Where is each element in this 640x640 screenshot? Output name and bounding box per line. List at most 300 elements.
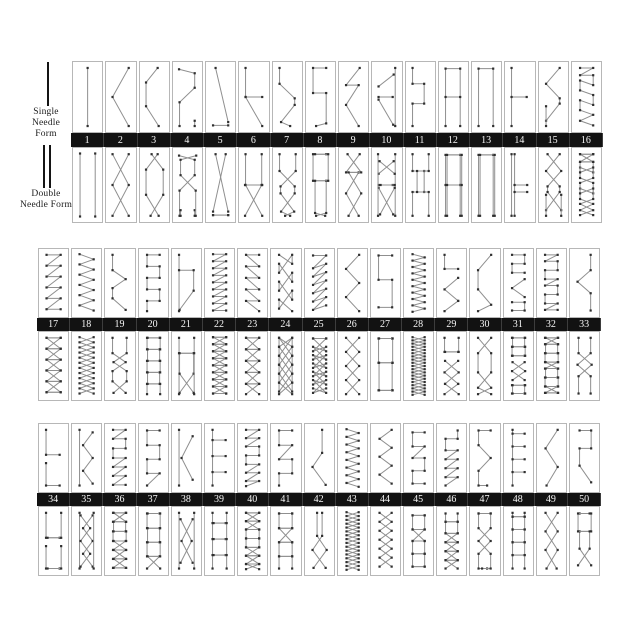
single-form-cell-45 (403, 423, 434, 493)
pattern-number-cell-26 (336, 318, 369, 331)
pattern-number-cell-18 (70, 318, 103, 331)
pattern-column-46 (435, 423, 468, 576)
pattern-number-cell-9 (337, 133, 370, 147)
double-form-cell-34 (38, 506, 69, 576)
stitch-pattern (39, 249, 68, 317)
stitch-pattern (504, 424, 533, 492)
pattern-number: 49 (545, 494, 556, 505)
pattern-number: 19 (114, 319, 125, 330)
stitch-pattern (572, 62, 601, 132)
single-form-cell-18 (71, 248, 102, 318)
pattern-number-cell-20 (137, 318, 170, 331)
double-form-cell-42 (304, 506, 335, 576)
pattern-number-cell-16 (570, 133, 603, 147)
pattern-column-26 (336, 248, 369, 401)
stitch-pattern (73, 148, 102, 222)
single-form-cell-27 (370, 248, 401, 318)
double-form-cell-16 (571, 147, 602, 223)
single-form-cell-49 (536, 423, 567, 493)
pattern-number-cell-14 (503, 133, 536, 147)
double-form-cell-31 (503, 331, 534, 401)
pattern-number-cell-29 (435, 318, 468, 331)
pattern-number-cell-21 (170, 318, 203, 331)
pattern-number: 43 (346, 494, 357, 505)
stitch-pattern (570, 424, 599, 492)
stitch-pattern (437, 424, 466, 492)
double-form-cell-39 (204, 506, 235, 576)
pattern-number-cell-31 (502, 318, 535, 331)
double-form-cell-40 (237, 506, 268, 576)
stitch-pattern (505, 62, 534, 132)
pattern-number: 11 (414, 134, 425, 146)
pattern-column-37 (137, 423, 170, 576)
stitch-pattern (139, 249, 168, 317)
pattern-number: 21 (180, 319, 191, 330)
double-form-cell-32 (536, 331, 567, 401)
single-form-cell-1 (72, 61, 103, 133)
stitch-pattern (205, 507, 234, 575)
pattern-column-49 (535, 423, 568, 576)
pattern-column-47 (468, 423, 501, 576)
stitch-pattern (140, 148, 169, 222)
pattern-column-13 (470, 61, 503, 223)
double-needle-form-label: Double Needle Form (19, 189, 73, 211)
pattern-number-cell-43 (336, 493, 369, 506)
double-form-cell-27 (370, 331, 401, 401)
stitch-pattern (537, 424, 566, 492)
pattern-column-39 (203, 423, 236, 576)
stitch-pattern (139, 507, 168, 575)
pattern-number: 42 (313, 494, 324, 505)
pattern-column-18 (70, 248, 103, 401)
pattern-number-cell-2 (104, 133, 137, 147)
single-form-cell-5 (205, 61, 236, 133)
pattern-number: 37 (147, 494, 158, 505)
pattern-number: 45 (413, 494, 424, 505)
single-form-cell-15 (538, 61, 569, 133)
pattern-number-cell-36 (103, 493, 136, 506)
pattern-number: 41 (280, 494, 291, 505)
pattern-column-42 (303, 423, 336, 576)
stitch-pattern (404, 332, 433, 400)
stitch-pattern (539, 62, 568, 132)
stitch-pattern (238, 332, 267, 400)
pattern-number: 2 (117, 134, 123, 146)
double-form-cell-50 (569, 506, 600, 576)
double-form-cell-17 (38, 331, 69, 401)
single-form-cell-35 (71, 423, 102, 493)
single-form-cell-21 (171, 248, 202, 318)
pattern-column-41 (269, 423, 302, 576)
single-form-cell-39 (204, 423, 235, 493)
double-form-cell-13 (471, 147, 502, 223)
stitch-pattern (305, 332, 334, 400)
pattern-column-36 (103, 423, 136, 576)
pattern-column-34 (37, 423, 70, 576)
pattern-number: 46 (446, 494, 457, 505)
double-needle-icon (43, 145, 45, 188)
stitch-pattern (470, 507, 499, 575)
stitch-pattern (139, 424, 168, 492)
double-form-cell-29 (436, 331, 467, 401)
pattern-number: 22 (214, 319, 225, 330)
stitch-pattern (570, 332, 599, 400)
strip-2 (37, 248, 601, 401)
pattern-number: 35 (81, 494, 92, 505)
single-form-cell-37 (138, 423, 169, 493)
double-form-cell-26 (337, 331, 368, 401)
pattern-number: 40 (247, 494, 258, 505)
single-form-cell-25 (304, 248, 335, 318)
pattern-number-cell-27 (369, 318, 402, 331)
double-form-cell-43 (337, 506, 368, 576)
stitch-pattern (470, 424, 499, 492)
pattern-number-cell-40 (236, 493, 269, 506)
double-form-cell-11 (405, 147, 436, 223)
stitch-pattern (273, 62, 302, 132)
stitch-pattern (439, 148, 468, 222)
pattern-number-cell-33 (568, 318, 601, 331)
stitch-pattern (105, 249, 134, 317)
stitch-pattern (39, 507, 68, 575)
stitch-pattern (239, 62, 268, 132)
stitch-pattern (439, 62, 468, 132)
stitch-pattern (39, 332, 68, 400)
single-form-cell-10 (371, 61, 402, 133)
pattern-number: 32 (545, 319, 556, 330)
double-form-cell-1 (72, 147, 103, 223)
stitch-pattern (172, 249, 201, 317)
double-form-cell-28 (403, 331, 434, 401)
stitch-pattern (338, 249, 367, 317)
stitch-pattern (504, 249, 533, 317)
stitch-pattern (271, 424, 300, 492)
pattern-column-10 (370, 61, 403, 223)
pattern-column-22 (203, 248, 236, 401)
pattern-number-cell-49 (535, 493, 568, 506)
stitch-pattern (570, 249, 599, 317)
double-form-cell-30 (469, 331, 500, 401)
stitch-pattern (205, 332, 234, 400)
stitch-pattern (140, 62, 169, 132)
stitch-pattern (72, 249, 101, 317)
stitch-pattern (372, 148, 401, 222)
double-form-cell-3 (139, 147, 170, 223)
pattern-column-14 (503, 61, 536, 223)
pattern-number: 14 (514, 134, 525, 146)
double-form-cell-38 (171, 506, 202, 576)
stitch-pattern (537, 249, 566, 317)
pattern-column-12 (437, 61, 470, 223)
pattern-number: 30 (479, 319, 490, 330)
stitch-pattern (105, 332, 134, 400)
double-form-cell-19 (104, 331, 135, 401)
stitch-pattern (271, 507, 300, 575)
single-form-cell-13 (471, 61, 502, 133)
stitch-pattern (305, 424, 334, 492)
pattern-number-cell-42 (303, 493, 336, 506)
pattern-number-cell-8 (304, 133, 337, 147)
stitch-pattern (472, 148, 501, 222)
stitch-pattern (206, 62, 235, 132)
pattern-column-23 (236, 248, 269, 401)
stitch-pattern (39, 424, 68, 492)
double-form-cell-7 (272, 147, 303, 223)
pattern-number-cell-47 (468, 493, 501, 506)
single-form-cell-32 (536, 248, 567, 318)
pattern-number-cell-28 (402, 318, 435, 331)
double-form-cell-25 (304, 331, 335, 401)
pattern-column-31 (502, 248, 535, 401)
stitch-pattern (504, 332, 533, 400)
stitch-pattern (371, 424, 400, 492)
double-form-cell-37 (138, 506, 169, 576)
pattern-number: 13 (481, 134, 492, 146)
pattern-number-cell-45 (402, 493, 435, 506)
pattern-number: 1 (84, 134, 90, 146)
stitch-pattern (505, 148, 534, 222)
double-form-cell-8 (305, 147, 336, 223)
pattern-number: 44 (379, 494, 390, 505)
stitch-pattern (172, 424, 201, 492)
stitch-pattern (470, 332, 499, 400)
double-form-cell-10 (371, 147, 402, 223)
stitch-pattern (306, 62, 335, 132)
stitch-pattern (239, 148, 268, 222)
pattern-number: 3 (151, 134, 157, 146)
pattern-column-30 (468, 248, 501, 401)
double-form-cell-49 (536, 506, 567, 576)
stitch-pattern (437, 332, 466, 400)
pattern-column-2 (104, 61, 137, 223)
pattern-number-cell-30 (468, 318, 501, 331)
single-form-cell-9 (338, 61, 369, 133)
single-form-cell-4 (172, 61, 203, 133)
stitch-pattern (404, 249, 433, 317)
stitch-pattern (371, 507, 400, 575)
pattern-column-20 (137, 248, 170, 401)
pattern-column-8 (304, 61, 337, 223)
single-form-cell-6 (238, 61, 269, 133)
stitch-pattern (72, 332, 101, 400)
pattern-column-24 (269, 248, 302, 401)
pattern-number-cell-11 (404, 133, 437, 147)
single-form-cell-20 (138, 248, 169, 318)
stitch-pattern (371, 249, 400, 317)
pattern-column-32 (535, 248, 568, 401)
stitch-pattern (173, 148, 202, 222)
pattern-number-cell-48 (502, 493, 535, 506)
strip-1 (71, 61, 603, 223)
pattern-column-1 (71, 61, 104, 223)
stitch-pattern (72, 424, 101, 492)
single-form-cell-43 (337, 423, 368, 493)
single-form-cell-14 (504, 61, 535, 133)
pattern-number: 4 (184, 134, 190, 146)
single-form-cell-8 (305, 61, 336, 133)
pattern-number: 25 (313, 319, 324, 330)
pattern-column-44 (369, 423, 402, 576)
single-form-cell-29 (436, 248, 467, 318)
pattern-number-cell-13 (470, 133, 503, 147)
single-form-cell-16 (571, 61, 602, 133)
pattern-number: 33 (579, 319, 590, 330)
pattern-number: 39 (214, 494, 225, 505)
stitch-pattern (106, 62, 135, 132)
stitch-pattern (572, 148, 601, 222)
pattern-column-33 (568, 248, 601, 401)
pattern-column-28 (402, 248, 435, 401)
stitch-pattern (338, 507, 367, 575)
pattern-column-25 (303, 248, 336, 401)
stitch-pattern (338, 424, 367, 492)
pattern-column-38 (170, 423, 203, 576)
double-form-cell-4 (172, 147, 203, 223)
pattern-number-cell-44 (369, 493, 402, 506)
single-form-cell-24 (270, 248, 301, 318)
pattern-number-cell-23 (236, 318, 269, 331)
pattern-number-cell-19 (103, 318, 136, 331)
single-form-cell-34 (38, 423, 69, 493)
pattern-number-cell-35 (70, 493, 103, 506)
pattern-number: 28 (413, 319, 424, 330)
single-needle-icon (47, 62, 49, 106)
stitch-pattern (539, 148, 568, 222)
single-form-cell-36 (104, 423, 135, 493)
pattern-number-cell-38 (170, 493, 203, 506)
pattern-number: 15 (547, 134, 558, 146)
single-form-cell-33 (569, 248, 600, 318)
pattern-column-17 (37, 248, 70, 401)
pattern-column-29 (435, 248, 468, 401)
double-form-cell-24 (270, 331, 301, 401)
stitch-pattern (205, 249, 234, 317)
pattern-column-27 (369, 248, 402, 401)
single-form-cell-2 (105, 61, 136, 133)
stitch-pattern (338, 332, 367, 400)
pattern-number: 17 (48, 319, 59, 330)
pattern-number: 38 (180, 494, 191, 505)
pattern-number: 16 (580, 134, 591, 146)
stitch-pattern (139, 332, 168, 400)
pattern-number: 36 (114, 494, 125, 505)
stitch-pattern (173, 62, 202, 132)
single-form-cell-50 (569, 423, 600, 493)
single-form-cell-12 (438, 61, 469, 133)
strip-3 (37, 423, 601, 576)
stitch-pattern (437, 507, 466, 575)
pattern-column-5 (204, 61, 237, 223)
single-form-cell-23 (237, 248, 268, 318)
double-form-cell-21 (171, 331, 202, 401)
pattern-column-35 (70, 423, 103, 576)
double-form-cell-20 (138, 331, 169, 401)
stitch-pattern (106, 148, 135, 222)
pattern-number: 9 (350, 134, 356, 146)
double-form-cell-41 (270, 506, 301, 576)
pattern-number-cell-25 (303, 318, 336, 331)
stitch-pattern (306, 148, 335, 222)
double-form-cell-33 (569, 331, 600, 401)
stitch-pattern (273, 148, 302, 222)
single-form-cell-40 (237, 423, 268, 493)
single-form-cell-22 (204, 248, 235, 318)
single-form-cell-11 (405, 61, 436, 133)
stitch-pattern (372, 62, 401, 132)
double-form-cell-48 (503, 506, 534, 576)
single-form-cell-41 (270, 423, 301, 493)
stitch-pattern (339, 62, 368, 132)
double-form-cell-22 (204, 331, 235, 401)
pattern-column-45 (402, 423, 435, 576)
stitch-pattern (238, 507, 267, 575)
pattern-number-cell-10 (370, 133, 403, 147)
pattern-column-15 (537, 61, 570, 223)
stitch-pattern (238, 249, 267, 317)
pattern-number-cell-12 (437, 133, 470, 147)
stitch-pattern (404, 507, 433, 575)
pattern-number: 20 (147, 319, 158, 330)
single-form-cell-19 (104, 248, 135, 318)
pattern-number-cell-4 (171, 133, 204, 147)
pattern-number-cell-39 (203, 493, 236, 506)
single-form-cell-31 (503, 248, 534, 318)
stitch-pattern (271, 249, 300, 317)
pattern-number: 8 (317, 134, 323, 146)
stitch-pattern (437, 249, 466, 317)
double-needle-icon (49, 145, 51, 188)
double-form-cell-18 (71, 331, 102, 401)
pattern-number: 10 (381, 134, 392, 146)
stitch-pattern (371, 332, 400, 400)
stitch-pattern (105, 507, 134, 575)
pattern-number-cell-37 (137, 493, 170, 506)
pattern-column-16 (570, 61, 603, 223)
stitch-pattern (472, 62, 501, 132)
pattern-number-cell-41 (269, 493, 302, 506)
single-form-cell-26 (337, 248, 368, 318)
single-needle-form-label: Single Needle Form (31, 107, 61, 140)
stitch-pattern (72, 507, 101, 575)
pattern-number: 24 (280, 319, 291, 330)
pattern-number: 18 (81, 319, 92, 330)
pattern-number: 5 (217, 134, 223, 146)
stitch-pattern (305, 249, 334, 317)
double-form-cell-6 (238, 147, 269, 223)
stitch-pattern (172, 332, 201, 400)
pattern-number-cell-5 (204, 133, 237, 147)
pattern-column-40 (236, 423, 269, 576)
pattern-number-cell-50 (568, 493, 601, 506)
single-form-cell-28 (403, 248, 434, 318)
stitch-pattern (537, 332, 566, 400)
pattern-column-9 (337, 61, 370, 223)
pattern-number-cell-7 (271, 133, 304, 147)
pattern-number-cell-6 (237, 133, 270, 147)
double-form-cell-15 (538, 147, 569, 223)
pattern-number-cell-24 (269, 318, 302, 331)
stitch-pattern (206, 148, 235, 222)
double-form-cell-2 (105, 147, 136, 223)
stitch-pattern (537, 507, 566, 575)
double-form-cell-36 (104, 506, 135, 576)
single-form-cell-47 (469, 423, 500, 493)
double-form-cell-44 (370, 506, 401, 576)
single-form-cell-48 (503, 423, 534, 493)
pattern-column-19 (103, 248, 136, 401)
stitch-pattern (470, 249, 499, 317)
pattern-number: 50 (579, 494, 590, 505)
